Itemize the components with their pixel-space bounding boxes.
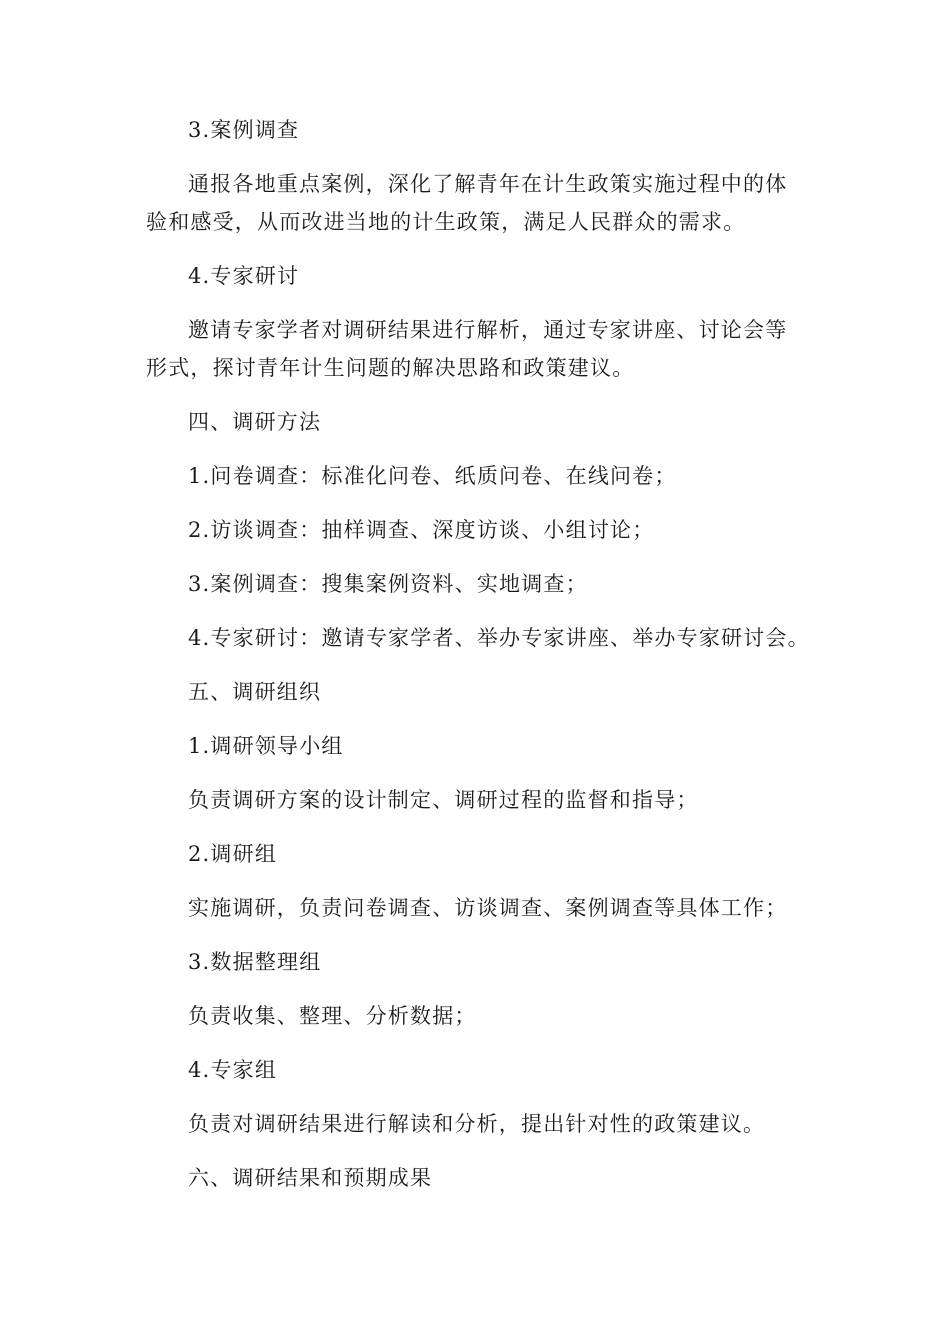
org-item-3-title: 3.数据整理组 [188, 950, 322, 974]
method-item-2: 2.访谈调查：抽样调查、深度访谈、小组讨论； [188, 518, 655, 542]
case-study-body-line-1: 通报各地重点案例，深化了解青年在计生政策实施过程中的体 [188, 172, 788, 196]
org-item-4-body: 负责对调研结果进行解读和分析，提出针对性的政策建议。 [188, 1112, 766, 1136]
case-study-title: 3.案例调查 [188, 118, 300, 142]
method-item-1: 1.问卷调查：标准化问卷、纸质问卷、在线问卷； [188, 464, 677, 488]
org-item-2-body: 实施调研，负责问卷调查、访谈调查、案例调查等具体工作； [188, 896, 788, 920]
org-item-4-title: 4.专家组 [188, 1058, 278, 1082]
section-heading-methods: 四、调研方法 [188, 410, 322, 434]
method-item-3: 3.案例调查：搜集案例资料、实地调查； [188, 572, 588, 596]
expert-seminar-title: 4.专家研讨 [188, 264, 300, 288]
method-item-4: 4.专家研讨：邀请专家学者、举办专家讲座、举办专家研讨会。 [188, 626, 810, 650]
org-item-1-title: 1.调研领导小组 [188, 734, 344, 758]
expert-seminar-body-line-1: 邀请专家学者对调研结果进行解析，通过专家讲座、讨论会等 [188, 318, 788, 342]
case-study-body-line-2: 验和感受，从而改进当地的计生政策，满足人民群众的需求。 [146, 210, 746, 234]
expert-seminar-body-line-2: 形式，探讨青年计生问题的解决思路和政策建议。 [146, 356, 635, 380]
org-item-1-body: 负责调研方案的设计制定、调研过程的监督和指导； [188, 788, 699, 812]
org-item-3-body: 负责收集、整理、分析数据； [188, 1004, 477, 1028]
org-item-2-title: 2.调研组 [188, 842, 278, 866]
section-heading-organization: 五、调研组织 [188, 680, 322, 704]
section-heading-results: 六、调研结果和预期成果 [188, 1166, 433, 1190]
